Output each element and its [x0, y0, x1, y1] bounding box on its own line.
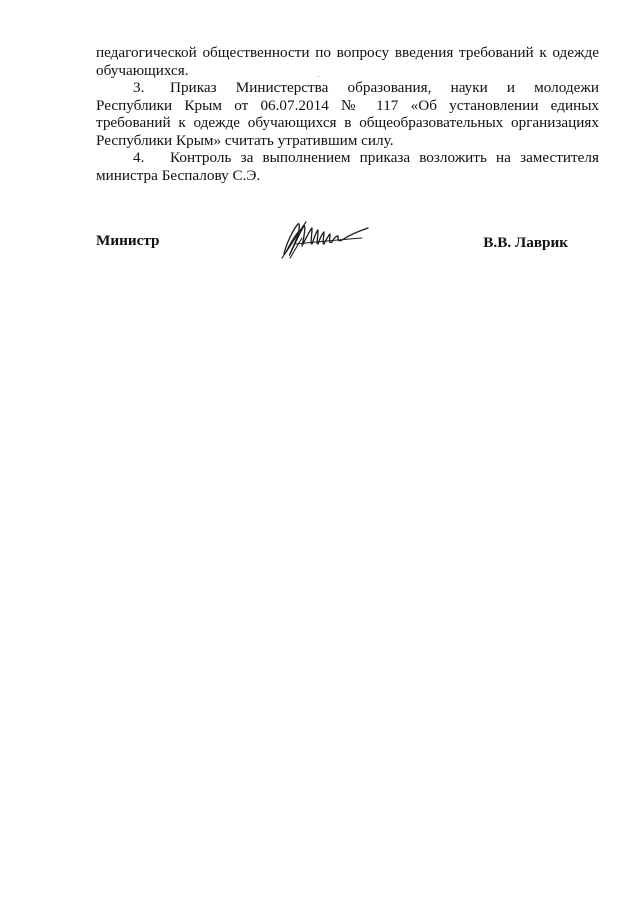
continuation-text: педагогической общественности по вопросу введения требований к одежде обучающихся. [96, 44, 599, 79]
signer-role: Министр [96, 232, 160, 249]
list-item-4 [96, 149, 599, 184]
list-item-3 [96, 79, 599, 149]
signer-name: В.В. Лаврик [483, 234, 568, 251]
handwritten-signature-icon [276, 214, 376, 264]
signature-block [96, 222, 568, 272]
list-item-text: Приказ Министерства образования, науки и молодежи Республики Крым от 06.07.2014 № 117 «Об установлении единых требований к одежде обучающихся в общеобразовательных организациях Республики Крым» считать утратившим силу. [96, 79, 599, 149]
list-item-number: 3. [133, 79, 145, 96]
continuation-paragraph [96, 44, 599, 79]
document-body [96, 44, 599, 184]
list-item-text: Контроль за выполнением приказа возложить на заместителя министра Беспалову С.Э. [96, 149, 599, 184]
list-item-number: 4. [133, 149, 145, 166]
